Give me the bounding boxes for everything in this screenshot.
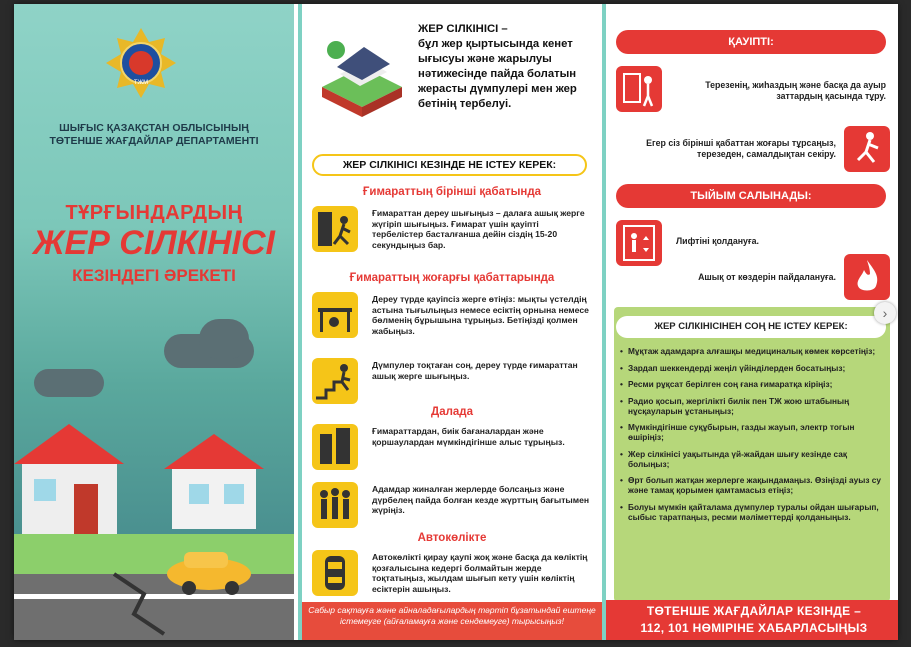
danger-item	[616, 66, 891, 116]
instruction-item	[312, 482, 597, 532]
instructions-panel	[298, 4, 598, 640]
subheading-first-floor: Ғимараттың бірінші қабатында	[362, 186, 542, 198]
after-earthquake-list	[620, 346, 884, 528]
instruction-text: Ғимараттан дереу шығыңыз – далаға ашық жерге жүгіріп шығыңыз. Ғимарат үшін қауіпті тербелістер басталғанша дейін сіздің 15-20 секундыңыз бар.	[372, 208, 585, 250]
emergency-footer-line-2: 112, 101 НӨМІРІНЕ ХАБАРЛАСЫҢЫЗ	[640, 621, 868, 635]
earthquake-definition	[418, 22, 593, 112]
earthquake-house-illustration	[14, 424, 294, 640]
car-icon	[312, 550, 358, 596]
jumping-person-icon	[844, 126, 890, 172]
stairs-exit-icon	[312, 358, 358, 404]
after-earthquake-heading: ЖЕР СІЛКІНІСІНЕН СОҢ НЕ ІСТЕУ КЕРЕК:	[616, 316, 886, 338]
instruction-item	[312, 550, 597, 600]
falling-furniture-icon	[616, 66, 662, 112]
cloud-illustration	[199, 319, 249, 359]
emergency-ministry-emblem-icon	[104, 26, 178, 100]
rules-panel	[602, 4, 898, 640]
crowd-icon	[312, 482, 358, 528]
instruction-text: Дереу түрде қауіпсіз жерге өтіңіз: мықты үстелдің астына тығылыңыз немесе есіктің орнына немесе бөлменің бұрышына тұрыңыз. Бетіңізді қолмен жабыңыз.	[372, 294, 589, 336]
stay-calm-footer: Сабыр сақтауға және айналадағылардың тәртіп бұзатындай ештеңе істемеуге (айғаламауға және сендемеуге) тырысыңыз!	[302, 602, 602, 640]
danger-text: Терезенің, жиһаздың және басқа да ауыр заттардың қасында тұру.	[705, 80, 886, 101]
instruction-text: Адамдар жиналған жерлерде болсаңыз және дүрбелең пайда болған кезде жүрттың бағытымен жүріңіз.	[372, 484, 590, 515]
cover-panel	[14, 4, 294, 640]
department-line-1: ШЫҒЫС ҚАЗАҚСТАН ОБЛЫСЫНЫҢ	[59, 122, 249, 134]
instruction-text: Ғимараттардан, биік бағаналардан және қоршаулардан мүмкіндігінше алыс тұрыңыз.	[372, 426, 565, 447]
forbidden-heading: ТЫЙЫМ САЛЫНАДЫ:	[616, 184, 886, 208]
list-item: • Өрт болып жатқан жерлерге жақындамаңыз. Өзіңізді ауыз су және тамақ қорымен қамтамасыз етіңіз;	[620, 475, 884, 495]
list-item: • Ресми рұқсат берілген соң ғана ғимаратқа кіріңіз;	[620, 379, 884, 389]
subheading-in-car: Автокөлікте	[417, 532, 487, 544]
instruction-text: Дүмпулер тоқтаған соң, дереу түрде ғимараттан ашық жерге шығыңыз.	[372, 360, 578, 381]
subheading-outside: Далада	[431, 406, 473, 418]
next-image-button[interactable]: ›	[874, 302, 896, 324]
danger-item	[616, 126, 891, 176]
list-item: • Радио қосып, жергілікті билік пен ТЖ жою штабының нұсқауларын ұстаныңыз;	[620, 396, 884, 416]
danger-heading: ҚАУІПТІ:	[616, 30, 886, 54]
list-item: • Болуы мүмкін қайталама дүмпулер туралы ойдан шығарып, сыбыс таратпаңыз, ресми мәліметтерді қолданыңыз.	[620, 502, 884, 522]
collapsing-house-icon	[312, 22, 412, 122]
brochure-sheet	[14, 4, 898, 640]
instruction-item	[312, 292, 597, 342]
danger-text: Егер сіз бірінші қабаттан жоғары тұрсаңыз, терезеден, самалдықтан секіру.	[646, 138, 836, 159]
emergency-number-footer	[606, 600, 898, 640]
department-name	[24, 122, 284, 148]
forbidden-text: Ашық от көздерін пайдалануға.	[698, 272, 836, 282]
list-item: • Зардап шеккендерді жеңіл үйінділерден босатыңыз;	[620, 363, 884, 373]
buildings-icon	[312, 424, 358, 470]
running-exit-icon	[312, 206, 358, 252]
title-top: ТҰРҒЫНДАРДЫҢ	[65, 202, 243, 224]
instruction-item	[312, 206, 597, 256]
instruction-text: Автокөлікті қирау қаупі жоқ және басқа да көліктің қозғалысына кедергі болмайтын жерде тоқтатыңыз, жылдам шығып кету үшін көліктің есіктерін ашыңыз.	[372, 552, 588, 594]
definition-text: бұл жер қыртысында кенет ығысуы және жарылуы нәтижесінде пайда болатын жерасты дүмпулері мен жер бетінің тербелуі.	[418, 38, 577, 110]
cloud-illustration	[34, 369, 104, 397]
list-item: • Мұқтаж адамдарға алғашқы медициналық көмек көрсетіңіз;	[620, 346, 884, 356]
subheading-upper-floors: Ғимараттың жоғарғы қабаттарында	[349, 272, 555, 284]
hide-under-table-icon	[312, 292, 358, 338]
instruction-item	[312, 424, 597, 474]
instruction-item	[312, 358, 597, 408]
list-item: • Жер сілкінісі уақытында үй-жайдан шығу кезінде сақ болыңыз;	[620, 449, 884, 469]
forbidden-item	[616, 254, 891, 304]
emergency-footer-line-1: ТӨТЕНШЕ ЖАҒДАЙЛАР КЕЗІНДЕ –	[646, 604, 862, 618]
emblem-label: ТЖМ	[133, 80, 149, 86]
list-item: • Мүмкіндігінше суқұбырын, газды жауып, электр тогын өшіріңіз;	[620, 422, 884, 442]
during-earthquake-heading: ЖЕР СІЛКІНІСІ КЕЗІНДЕ НЕ ІСТЕУ КЕРЕК:	[312, 154, 587, 176]
department-line-2: ТӨТЕНШЕ ЖАҒДАЙЛАР ДЕПАРТАМЕНТІ	[49, 135, 259, 147]
definition-title: ЖЕР СІЛКІНІСІ –	[418, 23, 508, 35]
title-bottom: КЕЗІНДЕГІ ӘРЕКЕТІ	[72, 266, 236, 285]
fire-icon	[844, 254, 890, 300]
title-main: ЖЕР СІЛКІНІСІ	[32, 224, 276, 262]
forbidden-text: Лифтіні қолдануға.	[676, 236, 759, 246]
